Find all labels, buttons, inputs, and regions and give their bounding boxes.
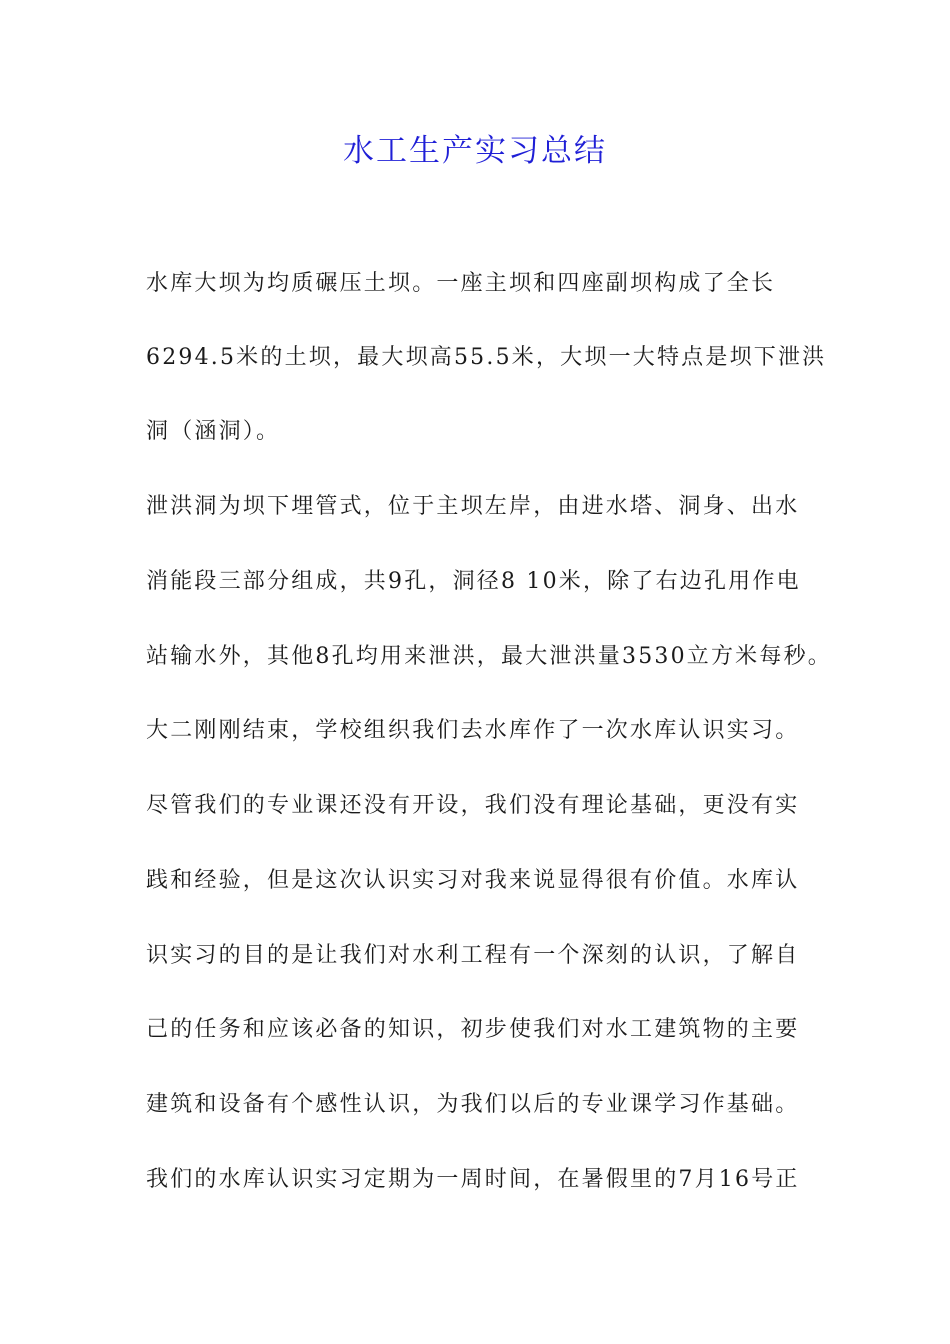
paragraph-line: 己的任务和应该必备的知识，初步使我们对水工建筑物的主要 [146, 1017, 800, 1042]
paragraph-line: 大二刚刚结束，学校组织我们去水库作了一次水库认识实习。 [146, 718, 800, 743]
document-title: 水工生产实习总结 [343, 133, 607, 169]
paragraph-line: 识实习的目的是让我们对水利工程有一个深刻的认识，了解自 [146, 943, 800, 968]
paragraph-line: 洞（涵洞）。 [146, 419, 281, 444]
paragraph-line: 水库大坝为均质碾压土坝。一座主坝和四座副坝构成了全长 [146, 271, 776, 296]
paragraph-line: 消能段三部分组成，共9孔，洞径8 10米，除了右边孔用作电 [146, 569, 801, 594]
paragraph-line: 站输水外，其他8孔均用来泄洪，最大泄洪量3530立方米每秒。 [146, 644, 832, 669]
paragraph-line: 尽管我们的专业课还没有开设，我们没有理论基础，更没有实 [146, 793, 800, 818]
paragraph-line: 践和经验，但是这次认识实习对我来说显得很有价值。水库认 [146, 868, 800, 893]
paragraph-line: 建筑和设备有个感性认识，为我们以后的专业课学习作基础。 [146, 1092, 800, 1117]
paragraph-line: 泄洪洞为坝下埋管式，位于主坝左岸，由进水塔、洞身、出水 [146, 494, 800, 519]
paragraph-line: 6294.5米的土坝，最大坝高55.5米，大坝一大特点是坝下泄洪 [146, 345, 827, 370]
paragraph-line: 我们的水库认识实习定期为一周时间，在暑假里的7月16号正 [146, 1167, 800, 1192]
